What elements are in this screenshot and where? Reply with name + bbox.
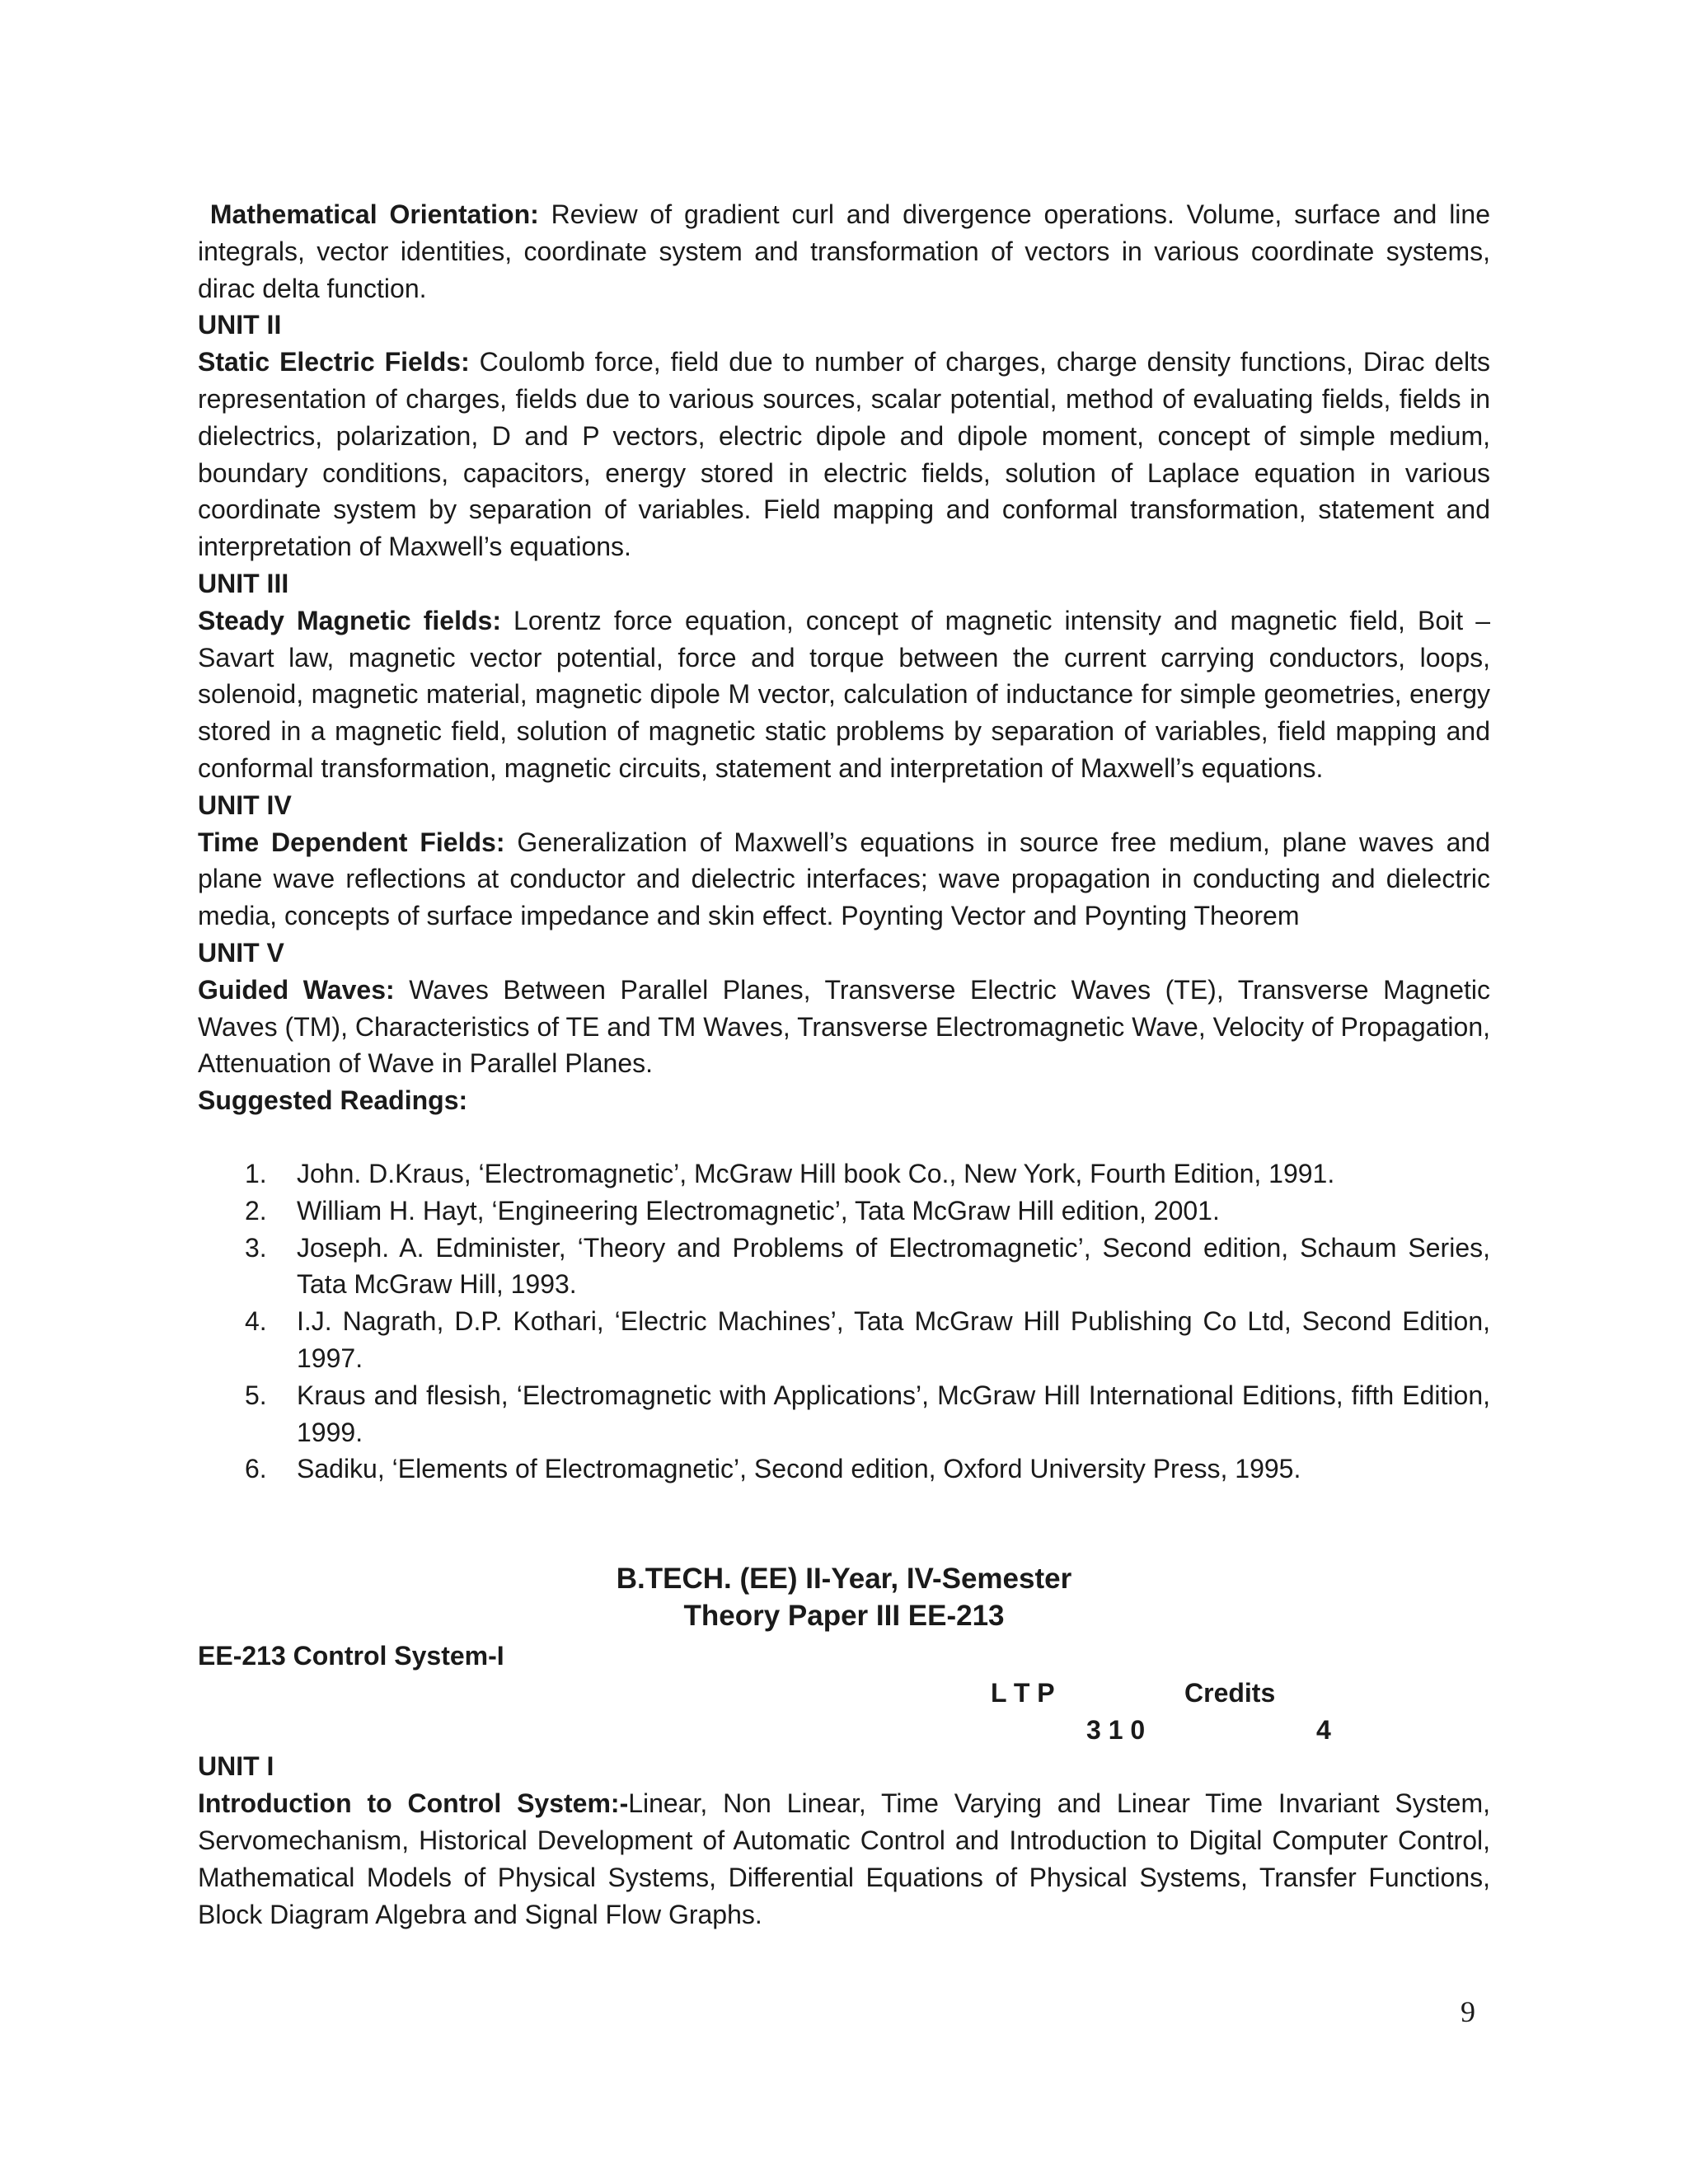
list-item xyxy=(198,1155,1490,1193)
list-item xyxy=(198,1230,1490,1304)
steady-magnetic-fields-paragraph xyxy=(198,602,1490,787)
credits-label: Credits xyxy=(1184,1677,1276,1708)
list-item xyxy=(198,1193,1490,1230)
list-number: 1. xyxy=(245,1158,267,1188)
section-heading: Time Dependent Fields: xyxy=(198,827,505,857)
ltp-label: L T P xyxy=(991,1677,1055,1708)
section-text: Waves Between Parallel Planes, Transverse Electric Waves (TE), Transverse Magnetic Waves (TM), Characteristics of TE and TM Waves, Transverse Electromagnetic Wave, Velocity of Propagation, Attenuation of Wave in Parallel Planes. xyxy=(198,974,1491,1079)
mathematical-orientation-paragraph xyxy=(198,196,1490,307)
unit-label: UNIT II xyxy=(198,310,282,340)
list-item xyxy=(198,1451,1490,1488)
list-text: Joseph. A. Edminister, ‘Theory and Problems of Electromagnetic’, Second edition, Schaum Series, Tata McGraw Hill, 1993. xyxy=(297,1232,1490,1300)
section-heading: Guided Waves: xyxy=(198,974,395,1005)
unit-label: UNIT V xyxy=(198,937,284,968)
ltp-header-row xyxy=(198,1675,1490,1712)
list-number: 2. xyxy=(245,1195,267,1226)
unit-label: UNIT III xyxy=(198,568,289,598)
list-item xyxy=(198,1303,1490,1377)
time-dependent-fields-paragraph xyxy=(198,824,1490,935)
list-number: 6. xyxy=(245,1454,267,1484)
list-text: Kraus and flesish, ‘Electromagnetic with Applications’, McGraw Hill International Editions, fifth Edition, 1999. xyxy=(297,1380,1490,1447)
list-text: Sadiku, ‘Elements of Electromagnetic’, Second edition, Oxford University Press, 1995. xyxy=(297,1454,1301,1484)
list-text: John. D.Kraus, ‘Electromagnetic’, McGraw Hill book Co., New York, Fourth Edition, 1991. xyxy=(297,1158,1335,1188)
paper-title: Theory Paper III EE-213 xyxy=(683,1600,1005,1633)
readings-list xyxy=(198,1155,1490,1488)
list-item xyxy=(198,1377,1490,1451)
list-number: 5. xyxy=(245,1380,267,1410)
list-number: 3. xyxy=(245,1232,267,1263)
suggested-readings-title: Suggested Readings: xyxy=(198,1085,468,1116)
ltp-value: 3 1 0 xyxy=(1086,1714,1146,1745)
credits-value: 4 xyxy=(1316,1714,1331,1745)
static-electric-fields-paragraph xyxy=(198,344,1490,565)
section-text: Coulomb force, field due to number of charges, charge density functions, Dirac delts representation of charges, fields due to various sources, scalar potential, method of evaluating fields, fields in dielectrics, polarization, D and P vectors, electric dipole and dipole moment, concept of simple medium, boundary conditions, capacitors, energy stored in electric fields, solution of Laplace equation in various coordinate system by separation of variables. Field mapping and conformal transformation, statement and interpretation of Maxwell’s equations. xyxy=(198,347,1491,562)
section-heading: Steady Magnetic fields: xyxy=(198,605,501,635)
introduction-control-system-paragraph xyxy=(198,1785,1490,1933)
list-text: William H. Hayt, ‘Engineering Electromagnetic’, Tata McGraw Hill edition, 2001. xyxy=(297,1195,1220,1226)
section-heading: Introduction to Control System:- xyxy=(198,1788,629,1819)
course-title: EE-213 Control System-I xyxy=(198,1641,504,1671)
section-heading: Mathematical Orientation: xyxy=(209,199,539,229)
section-heading: Static Electric Fields: xyxy=(198,347,470,377)
document-page xyxy=(198,196,1490,1933)
unit-label: UNIT I xyxy=(198,1751,274,1782)
section-text: Generalization of Maxwell’s equations in source free medium, plane waves and plane wave reflections at conductor and dielectric interfaces; wave propagation in conducting and dielectric media, concepts of surface impedance and skin effect. Poynting Vector and Poynting Theorem xyxy=(198,827,1491,931)
guided-waves-paragraph xyxy=(198,972,1490,1082)
program-title: B.TECH. (EE) II-Year, IV-Semester xyxy=(616,1563,1072,1596)
ltp-value-row xyxy=(198,1712,1490,1749)
unit-label: UNIT IV xyxy=(198,790,292,820)
section-text: Linear, Non Linear, Time Varying and Linear Time Invariant System, Servomechanism, Historical Development of Automatic Control and Introduction to Digital Computer Control, Mathematical Models of Physical Systems, Differential Equations of Physical Systems, Transfer Functions, Block Diagram Algebra and Signal Flow Graphs. xyxy=(198,1788,1490,1929)
course-header xyxy=(198,1560,1490,1634)
list-number: 4. xyxy=(245,1306,267,1337)
page-number: 9 xyxy=(1461,1995,1475,2028)
section-text: Lorentz force equation, concept of magnetic intensity and magnetic field, Boit – Savart law, magnetic vector potential, force and torque between the current carrying conductors, loops, solenoid, magnetic material, magnetic dipole M vector, calculation of inductance for simple geometries, energy stored in a magnetic field, solution of magnetic static problems by separation of variables, field mapping and conformal transformation, magnetic circuits, statement and interpretation of Maxwell’s equations. xyxy=(198,605,1491,783)
section-text: Review of gradient curl and divergence operations. Volume, surface and line integrals, vector identities, coordinate system and transformation of vectors in various coordinate systems, dirac delta function. xyxy=(198,199,1491,303)
list-text: I.J. Nagrath, D.P. Kothari, ‘Electric Machines’, Tata McGraw Hill Publishing Co Ltd, Second Edition, 1997. xyxy=(297,1306,1490,1373)
